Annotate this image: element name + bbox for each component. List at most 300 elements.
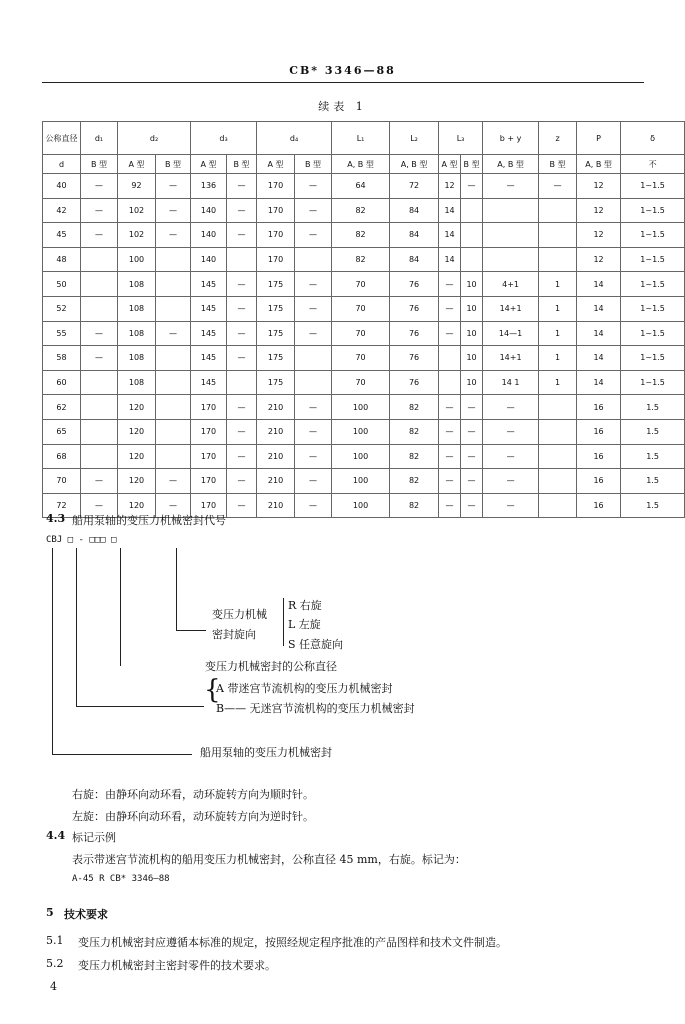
table-cell: — (295, 395, 332, 420)
sub-header: A, B 型 (483, 155, 539, 174)
table-cell: — (483, 395, 539, 420)
standard-code: CB* 3346—88 (289, 64, 396, 77)
table-cell: — (227, 346, 257, 371)
table-cell (483, 247, 539, 272)
table-cell: — (295, 321, 332, 346)
table-cell: 120 (118, 395, 156, 420)
table-cell (156, 272, 191, 297)
table-cell: 100 (332, 395, 390, 420)
table-cell: 70 (332, 321, 390, 346)
table-cell: — (295, 469, 332, 494)
table-cell: 170 (257, 247, 295, 272)
table-cell: 145 (191, 346, 227, 371)
section-5-number: 5 (46, 906, 54, 919)
col-header-d3: d₃ (191, 122, 257, 155)
rotation-option-l: L 左旋 (288, 618, 321, 631)
table-row (43, 469, 685, 494)
item-5-1-text: 变压力机械密封应遵循本标准的规定，按照经规定程序批准的产品图样和技术文件制造。 (78, 936, 507, 949)
table-row (43, 198, 685, 223)
table-cell: 1 (539, 272, 577, 297)
table-cell: 14 (439, 223, 461, 248)
table-cell (156, 444, 191, 469)
table-cell: — (439, 395, 461, 420)
table-cell: 100 (332, 444, 390, 469)
table-row (43, 346, 685, 371)
table-cell: — (439, 321, 461, 346)
table-cell: 64 (332, 174, 390, 199)
table-cell: — (156, 174, 191, 199)
rotation-brace (283, 598, 284, 646)
table-cell: 1.5 (621, 444, 685, 469)
table-cell (539, 395, 577, 420)
table-cell: — (461, 469, 483, 494)
section-4-3-number: 4.3 (46, 512, 66, 525)
table-row (43, 223, 685, 248)
table-cell: 1~1.5 (621, 272, 685, 297)
sub-header: A, B 型 (390, 155, 439, 174)
table-cell: 70 (332, 370, 390, 395)
table-cell: 1.5 (621, 395, 685, 420)
table-cell: — (81, 321, 118, 346)
sub-header: B 型 (81, 155, 118, 174)
col-header-d2: d₂ (118, 122, 191, 155)
table-cell: 72 (390, 174, 439, 199)
table-cell: 14 (439, 198, 461, 223)
table-cell: 175 (257, 296, 295, 321)
table-cell: 84 (390, 198, 439, 223)
table-cell: 170 (191, 493, 227, 518)
table-cell: 210 (257, 469, 295, 494)
table-cell (539, 223, 577, 248)
table-cell: 1.5 (621, 419, 685, 444)
sub-header: A, B 型 (332, 155, 390, 174)
table-cell (295, 370, 332, 395)
table-cell: 65 (43, 419, 81, 444)
table-cell: 82 (332, 198, 390, 223)
table-cell: — (295, 174, 332, 199)
table-cell: 62 (43, 395, 81, 420)
table-cell: — (295, 419, 332, 444)
table-cell (227, 370, 257, 395)
table-cell: 145 (191, 296, 227, 321)
dimension-table (42, 121, 685, 518)
table-cell: 14 (577, 346, 621, 371)
table-cell: 170 (257, 174, 295, 199)
type-a-label: A 带迷宫节流机构的变压力机械密封 (216, 682, 393, 695)
table-cell (539, 493, 577, 518)
col-header-z: z (539, 122, 577, 155)
table-cell: 1 (539, 370, 577, 395)
col-header-delta: δ (621, 122, 685, 155)
table-cell: 12 (439, 174, 461, 199)
sub-header: B 型 (539, 155, 577, 174)
table-cell: 210 (257, 395, 295, 420)
table-cell: 145 (191, 370, 227, 395)
sub-header: B 型 (227, 155, 257, 174)
table-cell: 76 (390, 272, 439, 297)
table-title: 续表 1 (318, 100, 367, 113)
table-cell: 1.5 (621, 493, 685, 518)
table-cell (81, 247, 118, 272)
table-cell: — (295, 272, 332, 297)
rotation-group-label: 变压力机械 (212, 608, 267, 621)
table-cell (539, 444, 577, 469)
table-cell: 108 (118, 272, 156, 297)
sub-header: A 型 (439, 155, 461, 174)
table-cell: 170 (191, 395, 227, 420)
table-cell: — (439, 469, 461, 494)
type-b-label: B—— 无迷宫节流机构的变压力机械密封 (216, 702, 415, 715)
table-cell: 100 (332, 419, 390, 444)
table-cell: 14 (439, 247, 461, 272)
table-cell: 170 (257, 223, 295, 248)
nominal-diameter-label: 变压力机械密封的公称直径 (205, 660, 337, 673)
table-cell: 52 (43, 296, 81, 321)
table-cell: 58 (43, 346, 81, 371)
table-cell: 82 (332, 247, 390, 272)
table-cell: 76 (390, 321, 439, 346)
table-cell: 14+1 (483, 346, 539, 371)
table-cell: 10 (461, 370, 483, 395)
table-cell: 1~1.5 (621, 198, 685, 223)
table-cell: 48 (43, 247, 81, 272)
table-cell: 55 (43, 321, 81, 346)
table-cell: 1~1.5 (621, 346, 685, 371)
table-cell: 92 (118, 174, 156, 199)
table-cell (81, 296, 118, 321)
table-cell: — (227, 419, 257, 444)
table-row (43, 247, 685, 272)
table-cell: — (483, 419, 539, 444)
table-row (43, 321, 685, 346)
table-cell: — (461, 174, 483, 199)
table-cell: — (156, 493, 191, 518)
table-cell: 175 (257, 321, 295, 346)
sub-header: d (43, 155, 81, 174)
table-cell: 10 (461, 346, 483, 371)
table-cell: — (227, 321, 257, 346)
table-cell: 170 (257, 198, 295, 223)
table-cell: 12 (577, 174, 621, 199)
table-cell: 108 (118, 321, 156, 346)
table-cell: — (461, 493, 483, 518)
table-cell: 42 (43, 198, 81, 223)
header-rule (42, 82, 644, 83)
table-cell: — (461, 395, 483, 420)
sub-header: A 型 (191, 155, 227, 174)
table-cell: — (227, 469, 257, 494)
table-cell: 102 (118, 223, 156, 248)
table-cell: 1 (539, 346, 577, 371)
sub-header: B 型 (461, 155, 483, 174)
table-cell: — (483, 174, 539, 199)
table-cell (295, 346, 332, 371)
table-cell: 100 (332, 469, 390, 494)
table-cell: 120 (118, 493, 156, 518)
table-cell: 10 (461, 321, 483, 346)
table-cell: 50 (43, 272, 81, 297)
example-code: A-45 R CB* 3346—88 (72, 874, 170, 884)
table-cell (156, 296, 191, 321)
table-cell: 70 (43, 469, 81, 494)
table-cell: 45 (43, 223, 81, 248)
table-cell: 10 (461, 272, 483, 297)
table-cell (539, 469, 577, 494)
table-cell: 14+1 (483, 296, 539, 321)
table-cell: — (227, 198, 257, 223)
table-cell (461, 198, 483, 223)
col-header-d4: d₄ (257, 122, 332, 155)
diagram-line-product (52, 548, 53, 754)
table-cell: — (227, 444, 257, 469)
table-cell: — (295, 223, 332, 248)
table-cell: 1~1.5 (621, 223, 685, 248)
table-body (43, 174, 685, 518)
page-number: 4 (50, 980, 57, 993)
table-cell: 84 (390, 223, 439, 248)
table-cell: 1~1.5 (621, 321, 685, 346)
table-cell: 170 (191, 469, 227, 494)
section-5-title: 技术要求 (64, 908, 108, 921)
table-cell: 40 (43, 174, 81, 199)
item-5-2-text: 变压力机械密封主密封零件的技术要求。 (78, 959, 276, 972)
table-row (43, 370, 685, 395)
table-cell (81, 444, 118, 469)
table-cell (483, 223, 539, 248)
table-cell: 16 (577, 444, 621, 469)
table-cell: 140 (191, 223, 227, 248)
table-cell: 1.5 (621, 469, 685, 494)
table-cell: — (81, 346, 118, 371)
table-cell (539, 247, 577, 272)
type-brace: { (204, 675, 221, 705)
table-cell (461, 223, 483, 248)
table-cell: — (227, 395, 257, 420)
table-cell: 14 (577, 370, 621, 395)
table-row (43, 395, 685, 420)
table-cell: 84 (390, 247, 439, 272)
table-row (43, 272, 685, 297)
table-cell: 72 (43, 493, 81, 518)
table-cell: — (227, 223, 257, 248)
table-header-row (43, 122, 685, 155)
table-cell: — (81, 469, 118, 494)
sub-header: A 型 (118, 155, 156, 174)
table-cell: 170 (191, 419, 227, 444)
code-template: CBJ □ - □□□ □ (46, 535, 117, 545)
col-header-l1: L₁ (332, 122, 390, 155)
table-subheader-row (43, 155, 685, 174)
section-4-3-title: 船用泵轴的变压力机械密封代号 (72, 514, 226, 527)
diagram-line-diameter (120, 548, 121, 666)
section-4-4-number: 4.4 (46, 829, 66, 842)
rotation-option-s: S 任意旋向 (288, 638, 344, 651)
table-cell (483, 198, 539, 223)
product-name-label: 船用泵轴的变压力机械密封 (200, 746, 332, 759)
table-cell: 16 (577, 493, 621, 518)
table-cell: — (227, 296, 257, 321)
col-header-d1: d₁ (81, 122, 118, 155)
table-row (43, 444, 685, 469)
table-cell: 210 (257, 419, 295, 444)
table-cell: 1~1.5 (621, 174, 685, 199)
table-cell (156, 370, 191, 395)
table-cell: 16 (577, 395, 621, 420)
table-cell: — (81, 174, 118, 199)
sub-header: 不 (621, 155, 685, 174)
table-cell: 170 (191, 444, 227, 469)
table-cell (81, 419, 118, 444)
table-cell: 70 (332, 272, 390, 297)
table-cell: 108 (118, 370, 156, 395)
table-cell (439, 370, 461, 395)
table-cell: 108 (118, 296, 156, 321)
table-cell: — (227, 174, 257, 199)
table-cell: 210 (257, 493, 295, 518)
table-cell: 120 (118, 419, 156, 444)
table-cell: — (156, 223, 191, 248)
table-cell: — (81, 223, 118, 248)
note-left-rotation: 左旋：由静环向动环看，动环旋转方向为逆时针。 (72, 810, 314, 823)
table-cell: — (461, 444, 483, 469)
diagram-line-type-h (76, 706, 204, 707)
table-cell: 68 (43, 444, 81, 469)
sub-header: B 型 (295, 155, 332, 174)
table-row (43, 419, 685, 444)
table-cell (227, 247, 257, 272)
table-cell (81, 395, 118, 420)
table-cell (461, 247, 483, 272)
table-cell: 210 (257, 444, 295, 469)
table-cell: 70 (332, 346, 390, 371)
table-cell: — (461, 419, 483, 444)
table-cell: 16 (577, 419, 621, 444)
table-cell: 4+1 (483, 272, 539, 297)
table-cell: 14 1 (483, 370, 539, 395)
table-cell: 14 (577, 272, 621, 297)
table-cell: — (156, 469, 191, 494)
table-cell: 175 (257, 272, 295, 297)
table-cell: 60 (43, 370, 81, 395)
diagram-line-product-h (52, 754, 192, 755)
table-cell (156, 247, 191, 272)
table-cell: 14 (577, 296, 621, 321)
table-cell (539, 198, 577, 223)
item-5-2-number: 5.2 (46, 957, 64, 970)
table-cell: — (295, 493, 332, 518)
table-cell: 82 (332, 223, 390, 248)
table-cell: — (156, 321, 191, 346)
table-row (43, 296, 685, 321)
table-cell: 136 (191, 174, 227, 199)
diagram-line-type (76, 548, 77, 706)
note-right-rotation: 右旋：由静环向动环看，动环旋转方向为顺时针。 (72, 788, 314, 801)
table-cell (156, 419, 191, 444)
table-cell: 10 (461, 296, 483, 321)
table-cell: 145 (191, 272, 227, 297)
table-cell: 12 (577, 198, 621, 223)
table-cell: 82 (390, 444, 439, 469)
sub-header: B 型 (156, 155, 191, 174)
table-cell: 1~1.5 (621, 296, 685, 321)
table-cell: 100 (332, 493, 390, 518)
table-cell (539, 419, 577, 444)
table-cell: 82 (390, 395, 439, 420)
table-cell: 1~1.5 (621, 247, 685, 272)
col-header-nominal: 公称直径 (43, 122, 81, 155)
table-cell: 70 (332, 296, 390, 321)
table-cell: — (439, 272, 461, 297)
sub-header: A 型 (257, 155, 295, 174)
table-cell: — (295, 198, 332, 223)
table-cell: — (439, 296, 461, 321)
col-header-p: P (577, 122, 621, 155)
table-cell: 175 (257, 370, 295, 395)
example-description: 表示带迷宫节流机构的船用变压力机械密封，公称直径 45 mm，右旋。标记为： (72, 853, 466, 866)
item-5-1-number: 5.1 (46, 934, 64, 947)
table-cell: — (483, 469, 539, 494)
table-cell: 175 (257, 346, 295, 371)
table-cell: 76 (390, 346, 439, 371)
table-cell (156, 395, 191, 420)
section-4-4-title: 标记示例 (72, 831, 116, 844)
rotation-group-label: 密封旋向 (212, 628, 256, 641)
table-cell: — (227, 493, 257, 518)
table-cell: 108 (118, 346, 156, 371)
table-cell: 120 (118, 469, 156, 494)
rotation-option-r: R 右旋 (288, 599, 322, 612)
table-cell: 14—1 (483, 321, 539, 346)
diagram-line-rotation-h (176, 630, 206, 631)
table-cell: 82 (390, 469, 439, 494)
table-cell: 100 (118, 247, 156, 272)
diagram-line-rotation (176, 548, 177, 630)
table-cell: 140 (191, 247, 227, 272)
col-header-l3: L₃ (439, 122, 483, 155)
table-cell: 1 (539, 296, 577, 321)
table-cell: 12 (577, 247, 621, 272)
table-cell (81, 272, 118, 297)
table-cell (295, 247, 332, 272)
table-cell: 120 (118, 444, 156, 469)
table-cell: 1~1.5 (621, 370, 685, 395)
table-cell (81, 370, 118, 395)
col-header-l2: L₂ (390, 122, 439, 155)
table-row (43, 174, 685, 199)
sub-header: A, B 型 (577, 155, 621, 174)
table-cell: — (295, 444, 332, 469)
col-header-b-y: b + y (483, 122, 539, 155)
table-cell: — (295, 296, 332, 321)
table-cell: — (439, 444, 461, 469)
table-cell: — (227, 272, 257, 297)
table-cell: 1 (539, 321, 577, 346)
table-cell: — (81, 493, 118, 518)
table-cell: 14 (577, 321, 621, 346)
table-cell: — (439, 419, 461, 444)
table-cell: — (156, 198, 191, 223)
table-cell: 102 (118, 198, 156, 223)
table-cell: 140 (191, 198, 227, 223)
table-cell: — (439, 493, 461, 518)
table-cell: 76 (390, 296, 439, 321)
table-cell: 12 (577, 223, 621, 248)
table-cell: 82 (390, 419, 439, 444)
table-cell: 76 (390, 370, 439, 395)
table-cell (156, 346, 191, 371)
table-cell: — (483, 444, 539, 469)
table-cell: — (539, 174, 577, 199)
